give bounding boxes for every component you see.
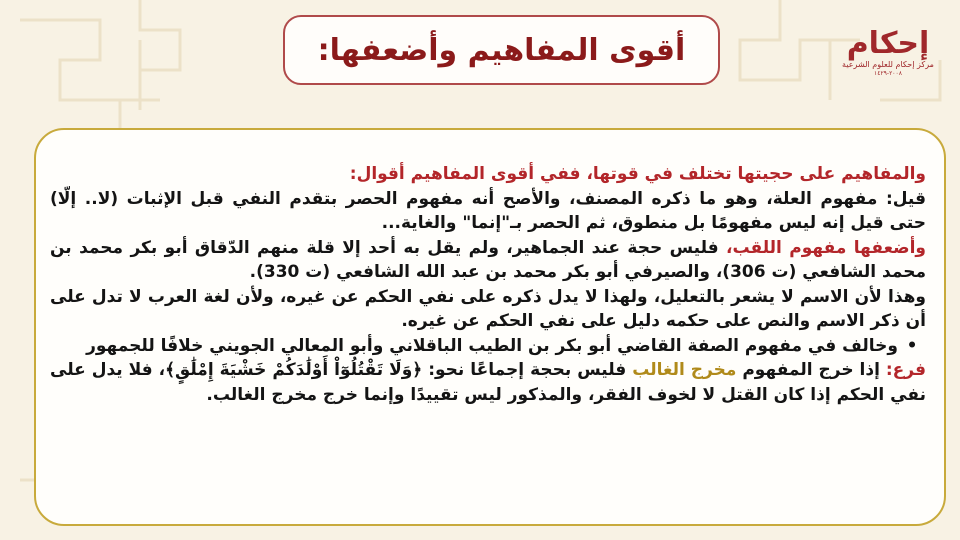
page-title: أقوى المفاهيم وأضعفها: [317, 32, 686, 68]
content-text [50, 162, 926, 407]
strongest-text: مفهوم العلة، وهو ما ذكره المصنف، والأصح أنه مفهوم الحصر بتقدم النفي قبل الإثبات (لا.. إلّا) حتى قيل إنه ليس مفهومًا بل منطوق، ثم الحصر بـ"إنما" والغاية... [50, 188, 926, 233]
branch-text-a: إذا خرج المفهوم [736, 360, 886, 380]
strongest-label: قيل: [885, 188, 926, 209]
bullet-symbol: • [906, 335, 918, 356]
intro-paragraph: والمفاهيم على حجيتها تختلف في قوتها، ففي أقوى المفاهيم أقوال: [349, 164, 926, 184]
branch-text-b: فليس بحجة إجماعًا نحو: ﴿وَلَا تَقْتُلُوٓاْ أَوْلَٰدَكُمْ خَشْيَةَ إِمْلَٰقٍ﴾، فلا يدل على نفي الحكم إذا كان القتل لا لخوف الفقر، والمذكور ليس تقييدًا وإنما خرج مخرج الغالب. [50, 360, 926, 405]
brand-logo [838, 28, 938, 94]
logo-date: ٢٠٠٨-١٤٢٩ [874, 70, 902, 77]
bullet-item [50, 334, 926, 359]
branch-label: فرع: [885, 360, 926, 380]
logo-name: إحكام [846, 26, 930, 61]
bullet-text: وخالف في مفهوم الصفة القاضي أبو بكر بن الطيب الباقلاني وأبو المعالي الجويني خلافًا للجمهور [86, 335, 898, 356]
weakest-label: وأضعفها مفهوم اللقب، [726, 237, 926, 258]
strongest-paragraph [50, 187, 926, 236]
title-box [283, 15, 720, 85]
branch-paragraph [50, 358, 926, 407]
content-box [34, 128, 946, 526]
logo-subtitle: مركز إحكام للعلوم الشرعية [842, 60, 934, 69]
branch-highlight: مخرج الغالب [632, 360, 737, 380]
reason-paragraph: وهذا لأن الاسم لا يشعر بالتعليل، ولهذا لا يدل ذكره على نفي الحكم عن غيره، ولأن لغة العرب لا تدل على أن ذكر الاسم والنص على حكمه دليل على نفي الحكم عن غيره. [50, 286, 926, 331]
weakest-paragraph [50, 236, 926, 285]
weakest-text: فليس حجة عند الجماهير، ولم يقل به أحد إلا قلة منهم الدّقاق أبو بكر محمد بن محمد الشافعي (ت 306)، والصيرفي أبو بكر محمد بن عبد الله الشافعي (ت 330). [50, 237, 926, 282]
